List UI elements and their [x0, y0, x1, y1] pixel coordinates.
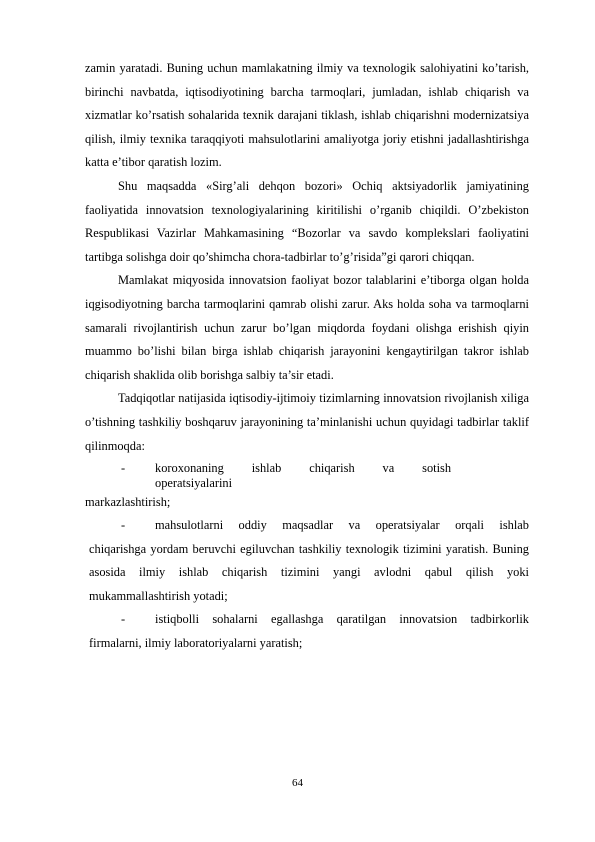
bullet-item-1: [85, 458, 529, 514]
bullet-1-word: koroxonaning: [155, 461, 224, 476]
bullet-dash: -: [121, 518, 126, 533]
bullet-dash: -: [121, 461, 126, 476]
bullet-3-continuation: firmalarni, ilmiy laboratoriyalarni yaratish;: [89, 636, 303, 651]
bullet-dash: -: [121, 612, 126, 627]
bullet-1-word: ishlab: [251, 461, 282, 476]
paragraph-4: Tadqiqotlar natijasida iqtisodiy-ijtimoiy tizimlarning innovatsion rivojlanish xiliga o’tishning tashkiliy boshqaruv jarayonining ta’minlanishi uchun quyidagi tadbirlar taklif qilinmoqda:: [85, 391, 529, 453]
paragraph-2: Shu maqsadda «Sirg’ali dehqon bozori» Ochiq aktsiyadorlik jamiyatining faoliyatida innovatsion texnologiyalarining kiritilishi o’rganib chiqildi. O’zbekiston Respublikasi Vazirlar Mahkamasining “Bozorlar va savdo komplekslari faoliyatini tartibga solishga doir qo’shimcha chora-tadbirlar to’g’risida”gi qarori chiqqan.: [85, 178, 529, 264]
page-number: 64: [292, 777, 303, 789]
body-text: [85, 57, 529, 656]
bullet-1-word: va: [382, 461, 395, 476]
bullet-1-word: chiqarish: [309, 461, 355, 476]
bullet-1-word: sotish: [422, 461, 452, 476]
bullet-2-continuation: chiqarishga yordam beruvchi egiluvchan tashkiliy texnologik tizimini yaratish. Buning asosida ilmiy ishlab chiqarish tizimini yangi avlodni qabul qilish yoki mukammallashtirish yotadi;: [89, 541, 529, 603]
bullet-1-continuation: markazlashtirish;: [85, 495, 171, 510]
bullet-3-first-line: istiqbolli sohalarni egallashga qaratilgan innovatsion tadbirkorlik: [155, 612, 529, 627]
bullet-1-line2: operatsiyalarini: [155, 476, 233, 491]
bullet-item-2: [85, 514, 529, 608]
paragraph-3: Mamlakat miqyosida innovatsion faoliyat bozor talablarini e’tiborga olgan holda iqgisodiyotning barcha tarmoqlarini qamrab olishi zarur. Aks holda soha va tarmoqlarni samarali rivojlantirish uchun zarur bo’lgan miqdorda foydani olishga erishish qiyin muammo bo’lishi bilan birga ishlab chiqarish jarayonini kengaytirilgan takror ishlab chiqarish shaklida olib borishga salbiy ta’sir etadi.: [85, 273, 529, 382]
paragraph-1: zamin yaratadi. Buning uchun mamlakatning ilmiy va texnologik salohiyatini ko’tarish, birinchi navbatda, iqtisodiyotining barcha tarmoqlari, jumladan, ishlab chiqarish va xizmatlar ko’rsatish sohalarida texnik darajani tiklash, ishlab chiqarishni modernizatsiya qilish, ilmiy texnika taraqqiyoti mahsulotlarini amaliyotga joriy etishni jadallashtirishga katta e’tibor qaratish lozim.: [85, 61, 529, 170]
bullet-2-first-line: mahsulotlarni oddiy maqsadlar va operatsiyalar orqali ishlab: [155, 518, 529, 533]
bullet-item-3: [85, 608, 529, 655]
